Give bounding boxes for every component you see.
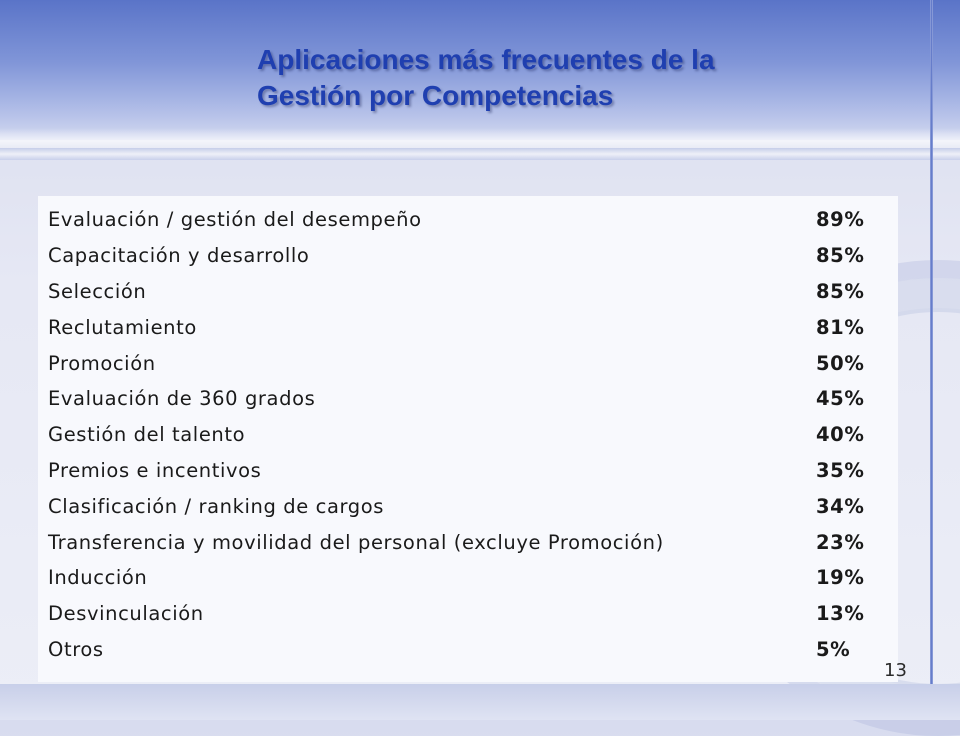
row-percentage: 45% xyxy=(816,387,865,411)
row-percentage: 50% xyxy=(816,351,865,375)
table-row xyxy=(48,524,888,560)
row-label: Otros xyxy=(48,637,104,661)
row-percentage: 35% xyxy=(816,458,865,482)
row-percentage: 85% xyxy=(816,279,865,303)
row-label: Selección xyxy=(48,279,147,303)
row-label: Transferencia y movilidad del personal (excluye Promoción) xyxy=(48,530,664,554)
row-label: Inducción xyxy=(48,566,148,590)
row-percentage: 5% xyxy=(816,637,851,661)
table-row xyxy=(48,309,888,345)
table-row xyxy=(48,238,888,274)
row-label: Desvinculación xyxy=(48,602,204,626)
row-percentage: 81% xyxy=(816,315,865,339)
row-label: Capacitación y desarrollo xyxy=(48,244,310,268)
row-percentage: 34% xyxy=(816,494,865,518)
table-row xyxy=(48,596,888,632)
row-label: Promoción xyxy=(48,351,156,375)
slide-title xyxy=(257,42,877,114)
row-label: Reclutamiento xyxy=(48,315,197,339)
page-number: 13 xyxy=(884,660,907,681)
row-percentage: 19% xyxy=(816,566,865,590)
vertical-accent-line xyxy=(930,0,933,720)
footer-band xyxy=(0,684,960,720)
table-row xyxy=(48,632,888,668)
row-percentage: 89% xyxy=(816,208,865,232)
table-row xyxy=(48,453,888,489)
table-row xyxy=(48,488,888,524)
row-label: Gestión del talento xyxy=(48,423,246,447)
table-row xyxy=(48,560,888,596)
slide-title-line-1: Aplicaciones más frecuentes de la xyxy=(257,44,715,75)
slide-title-line-2: Gestión por Competencias xyxy=(257,80,614,111)
table-row xyxy=(48,202,888,238)
table-row xyxy=(48,274,888,310)
row-label: Clasificación / ranking de cargos xyxy=(48,494,385,518)
table-rows xyxy=(48,202,888,667)
applications-table xyxy=(38,196,898,682)
row-percentage: 23% xyxy=(816,530,865,554)
row-label: Evaluación de 360 grados xyxy=(48,387,316,411)
table-row xyxy=(48,417,888,453)
row-percentage: 13% xyxy=(816,602,865,626)
header-stripe xyxy=(0,148,960,160)
table-row xyxy=(48,381,888,417)
row-percentage: 40% xyxy=(816,423,865,447)
row-percentage: 85% xyxy=(816,244,865,268)
row-label: Evaluación / gestión del desempeño xyxy=(48,208,422,232)
table-row xyxy=(48,345,888,381)
row-label: Premios e incentivos xyxy=(48,458,262,482)
